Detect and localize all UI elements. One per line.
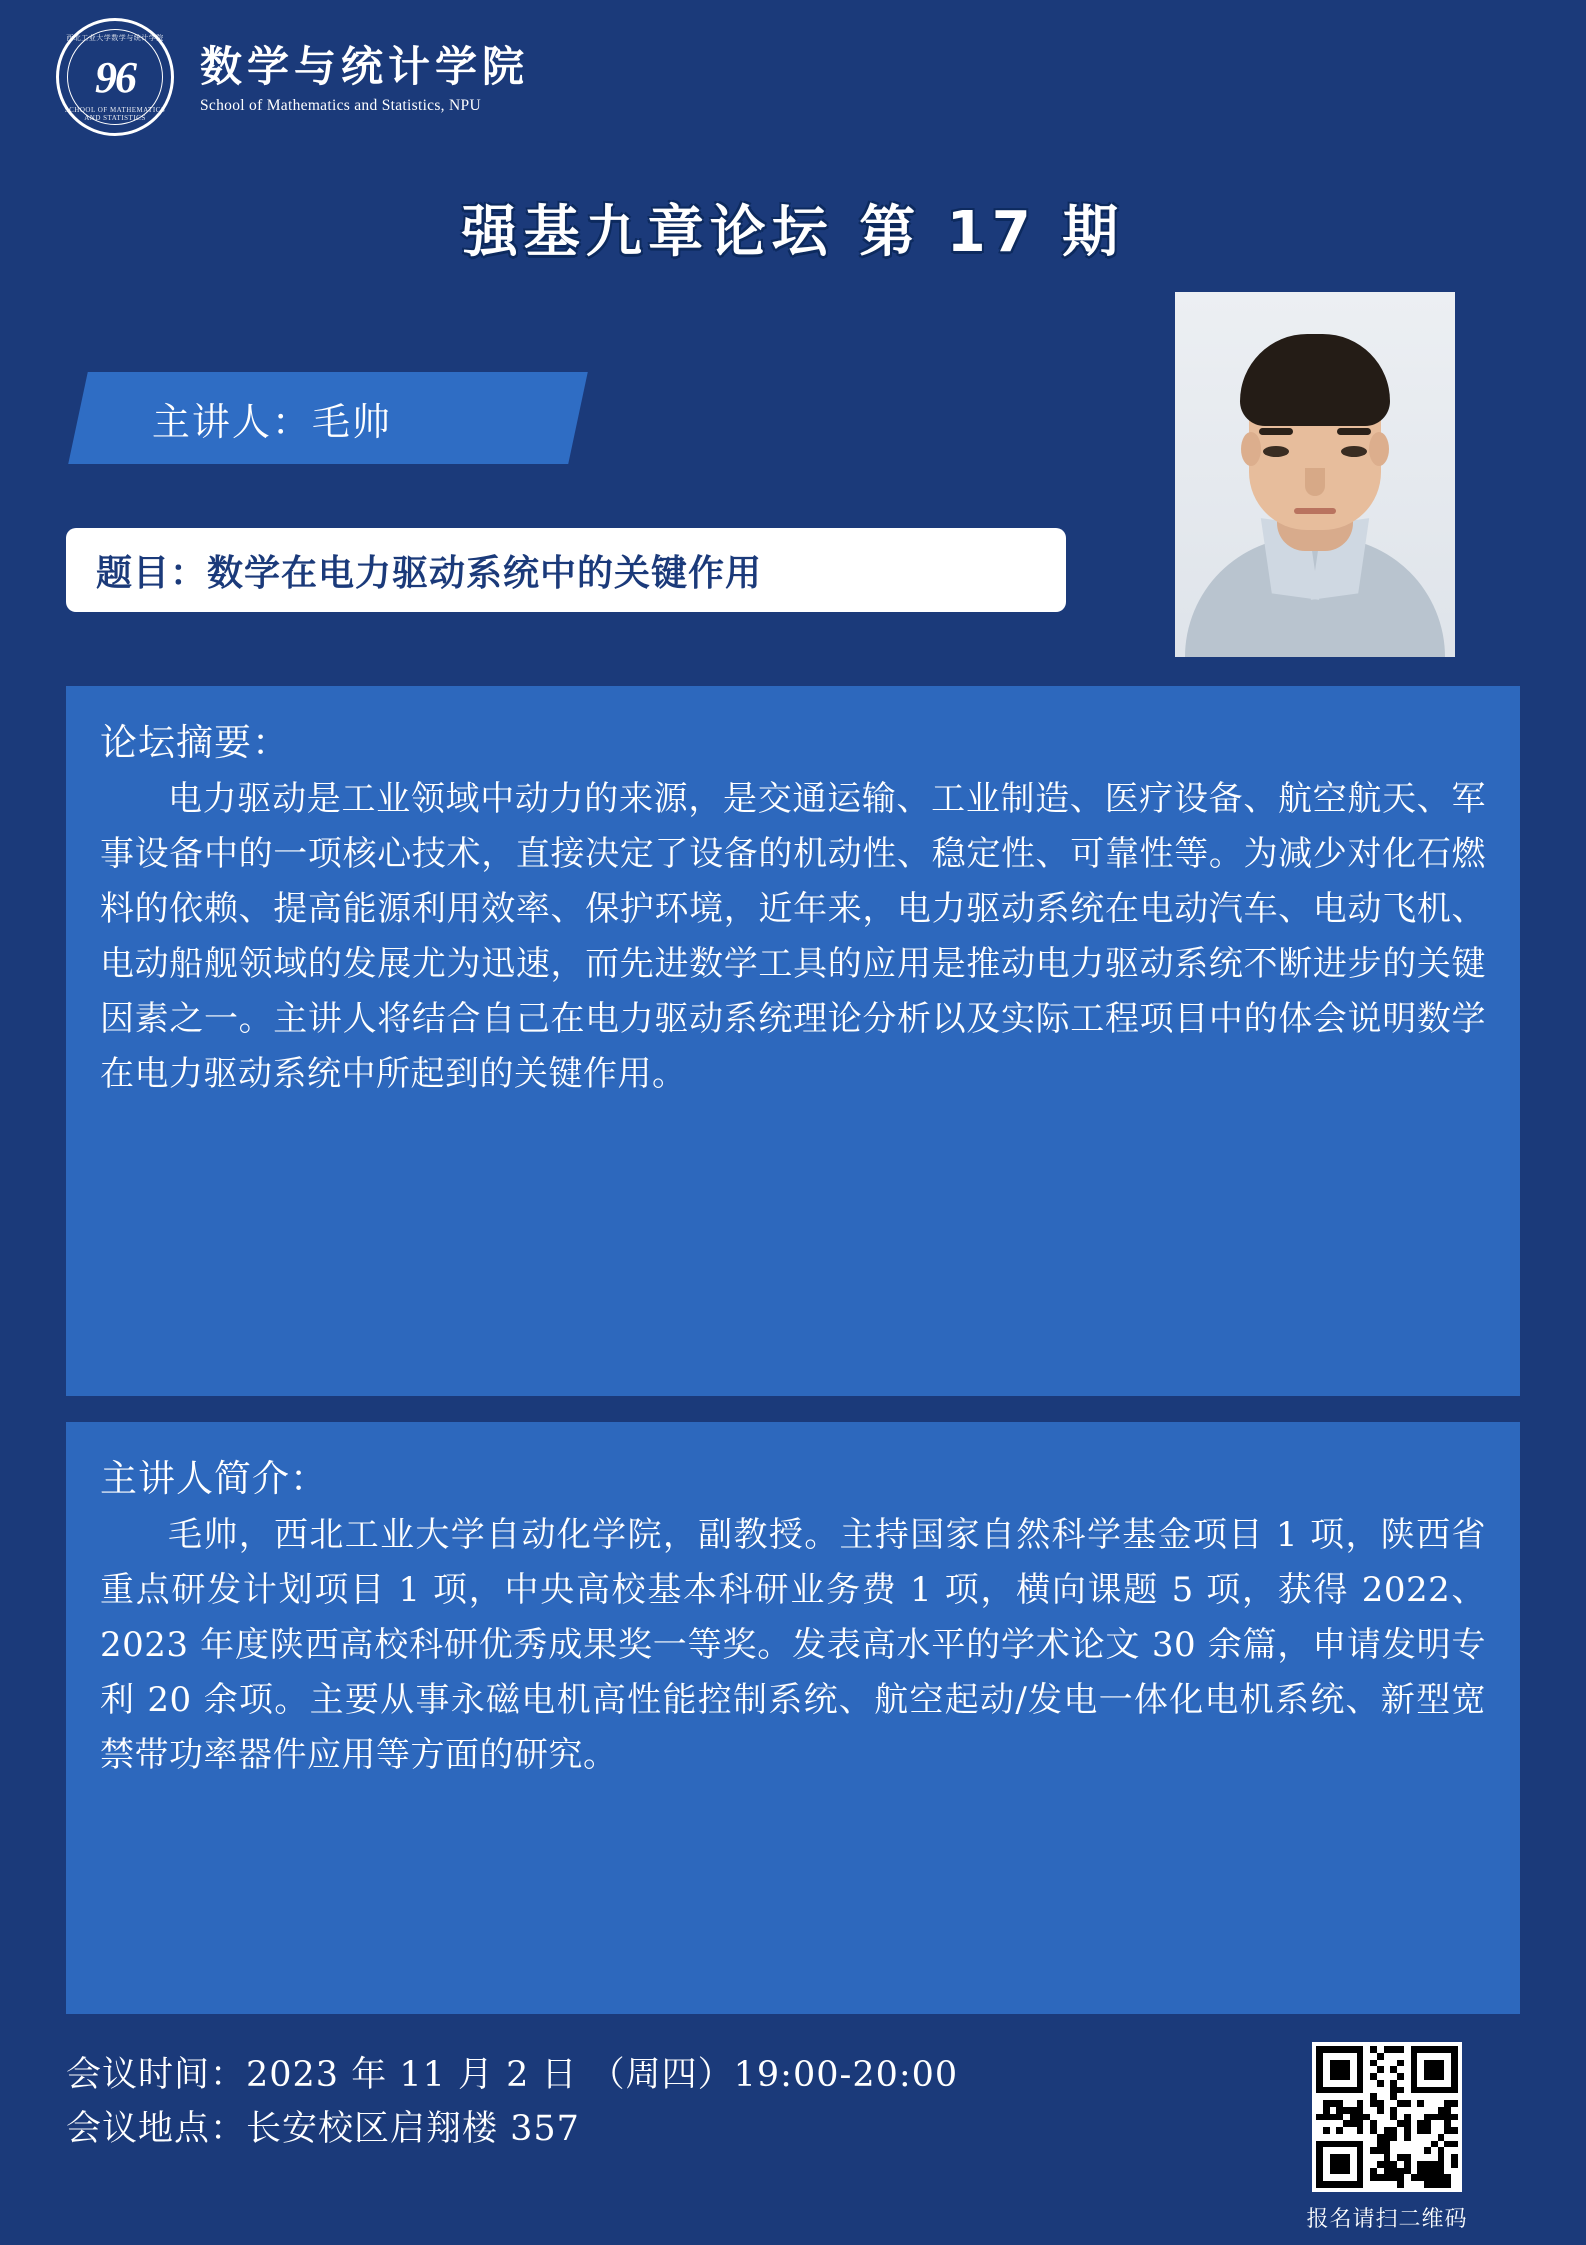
bio-text: 毛帅，西北工业大学自动化学院，副教授。主持国家自然科学基金项目 1 项，陕西省重点研发计划项目 1 项，中央高校基本科研业务费 1 项，横向课题 5 项，获得 2022、2023 年度陕西高校科研优秀成果奖一等奖。发表高水平的学术论文 30 余篇，申请发明专利 20 余项。主要从事永磁电机高性能控制系统、航空起动/发电一体化电机系统、新型宽禁带功率器件应用等方面的研究。 <box>100 1515 1486 1776</box>
registration-qr-block <box>1272 2042 1502 2233</box>
seal-number: 96 <box>95 52 135 102</box>
qr-code-grid <box>1316 2046 1458 2188</box>
speaker-bio-panel <box>66 1422 1520 2014</box>
seal-ring-bottom-text: SCHOOL OF MATHEMATICS AND STATISTICS <box>64 106 166 122</box>
portrait-eye-left <box>1263 446 1289 457</box>
portrait-mouth <box>1294 508 1336 514</box>
header-logo-block <box>56 18 529 136</box>
speaker-name-banner <box>68 372 588 464</box>
poster-title: 强基九章论坛 第 17 期 <box>461 200 1125 265</box>
portrait-eye-right <box>1341 446 1367 457</box>
speaker-portrait-photo <box>1175 292 1455 657</box>
portrait-ear-left <box>1241 432 1261 466</box>
portrait-eyebrow-right <box>1337 428 1371 435</box>
meeting-time: 会议时间：2023 年 11 月 2 日 （周四）19:00-20:00 <box>66 2055 959 2095</box>
abstract-heading: 论坛摘要： <box>100 721 290 764</box>
school-name-cn: 数学与统计学院 <box>200 42 530 92</box>
speaker-name-text: 主讲人：毛帅 <box>152 399 393 444</box>
school-name-en: School of Mathematics and Statistics, NPU <box>200 96 481 114</box>
portrait-nose <box>1305 468 1325 496</box>
qr-code-icon[interactable] <box>1312 2042 1462 2192</box>
portrait-ear-right <box>1369 432 1389 466</box>
university-seal-icon <box>56 18 174 136</box>
talk-topic-box <box>66 528 1066 612</box>
abstract-panel <box>66 686 1520 1396</box>
seal-ring-top-text: 西北工业大学数学与统计学院 <box>66 34 164 42</box>
bio-heading: 主讲人简介： <box>100 1457 328 1500</box>
meeting-place: 会议地点：长安校区启翔楼 357 <box>66 2109 580 2150</box>
talk-topic-text: 题目：数学在电力驱动系统中的关键作用 <box>96 551 763 594</box>
school-name-block <box>200 43 529 114</box>
qr-caption: 报名请扫二维码 <box>1306 2207 1468 2232</box>
portrait-eyebrow-left <box>1259 428 1293 435</box>
abstract-text: 电力驱动是工业领域中动力的来源，是交通运输、工业制造、医疗设备、航空航天、军事设备中的一项核心技术，直接决定了设备的机动性、稳定性、可靠性等。为减少对化石燃料的依赖、提高能源利用效率、保护环境，近年来，电力驱动系统在电动汽车、电动飞机、电动船舰领域的发展尤为迅速，而先进数学工具的应用是推动电力驱动系统不断进步的关键因素之一。主讲人将结合自己在电力驱动系统理论分析以及实际工程项目中的体会说明数学在电力驱动系统中所起到的关键作用。 <box>100 779 1486 1095</box>
meeting-details <box>66 2048 1246 2157</box>
